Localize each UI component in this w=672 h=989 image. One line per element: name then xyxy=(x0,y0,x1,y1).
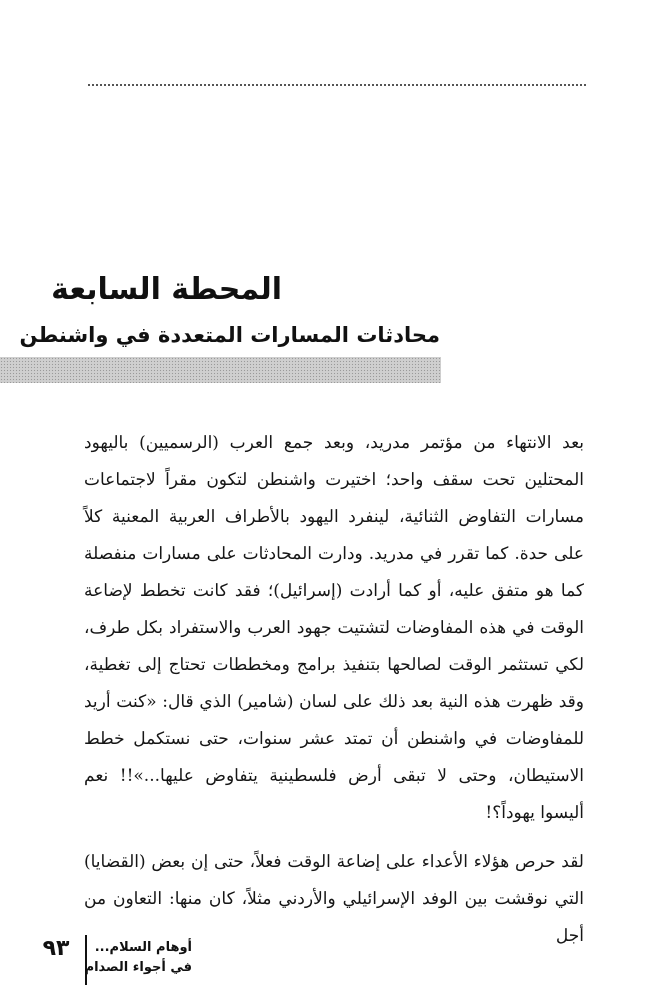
running-title-line-2: في أجواء الصدام xyxy=(84,960,192,975)
top-dotted-rule xyxy=(88,84,586,86)
running-title xyxy=(84,938,192,978)
decorative-gray-bar xyxy=(0,357,441,383)
body-text xyxy=(84,425,584,955)
chapter-title: المحطة السابعة xyxy=(51,272,282,307)
body-paragraph: بعد الانتهاء من مؤتمر مدريد، وبعد جمع العرب (الرسميين) باليهود المحتلين تحت سقف واحد؛ اختيرت واشنطن لتكون مقراً لاجتماعات مسارات التفاوض الثنائية، لينفرد اليهود بالأطراف العربية المعنية كلاً على حدة. كما تقرر في مدريد. ودارت المحادثات على مسارات منفصلة كما هو متفق عليه، أو كما أرادت (إسرائيل)؛ فقد كانت تخطط لإضاعة الوقت في هذه المفاوضات لتشتيت جهود العرب والاستفراد بكل طرف، لكي تستثمر الوقت لصالحها بتنفيذ برامج ومخططات تحتاج إلى تغطية، وقد ظهرت هذه النية بعد ذلك على لسان (شامير) الذي قال: «كنت أريد للمفاوضات في واشنطن أن تمتد عشر سنوات، حتى نستكمل خطط الاستيطان، وحتى لا تبقى أرض فلسطينية يتفاوض عليها...»!! نعم أليسوا يهوداً؟! xyxy=(84,433,584,823)
body-paragraph: لقد حرص هؤلاء الأعداء على إضاعة الوقت فعلاً، حتى إن بعض (القضايا) التي نوقشت بين الوفد الإسرائيلي والأردني مثلاً، كان منها: التعاون من أجل xyxy=(84,852,584,946)
chapter-subtitle: محادثات المسارات المتعددة في واشنطن xyxy=(19,323,440,347)
running-title-line-1: أوهام السلام... xyxy=(94,940,192,955)
page-number: ٩٣ xyxy=(42,936,70,961)
